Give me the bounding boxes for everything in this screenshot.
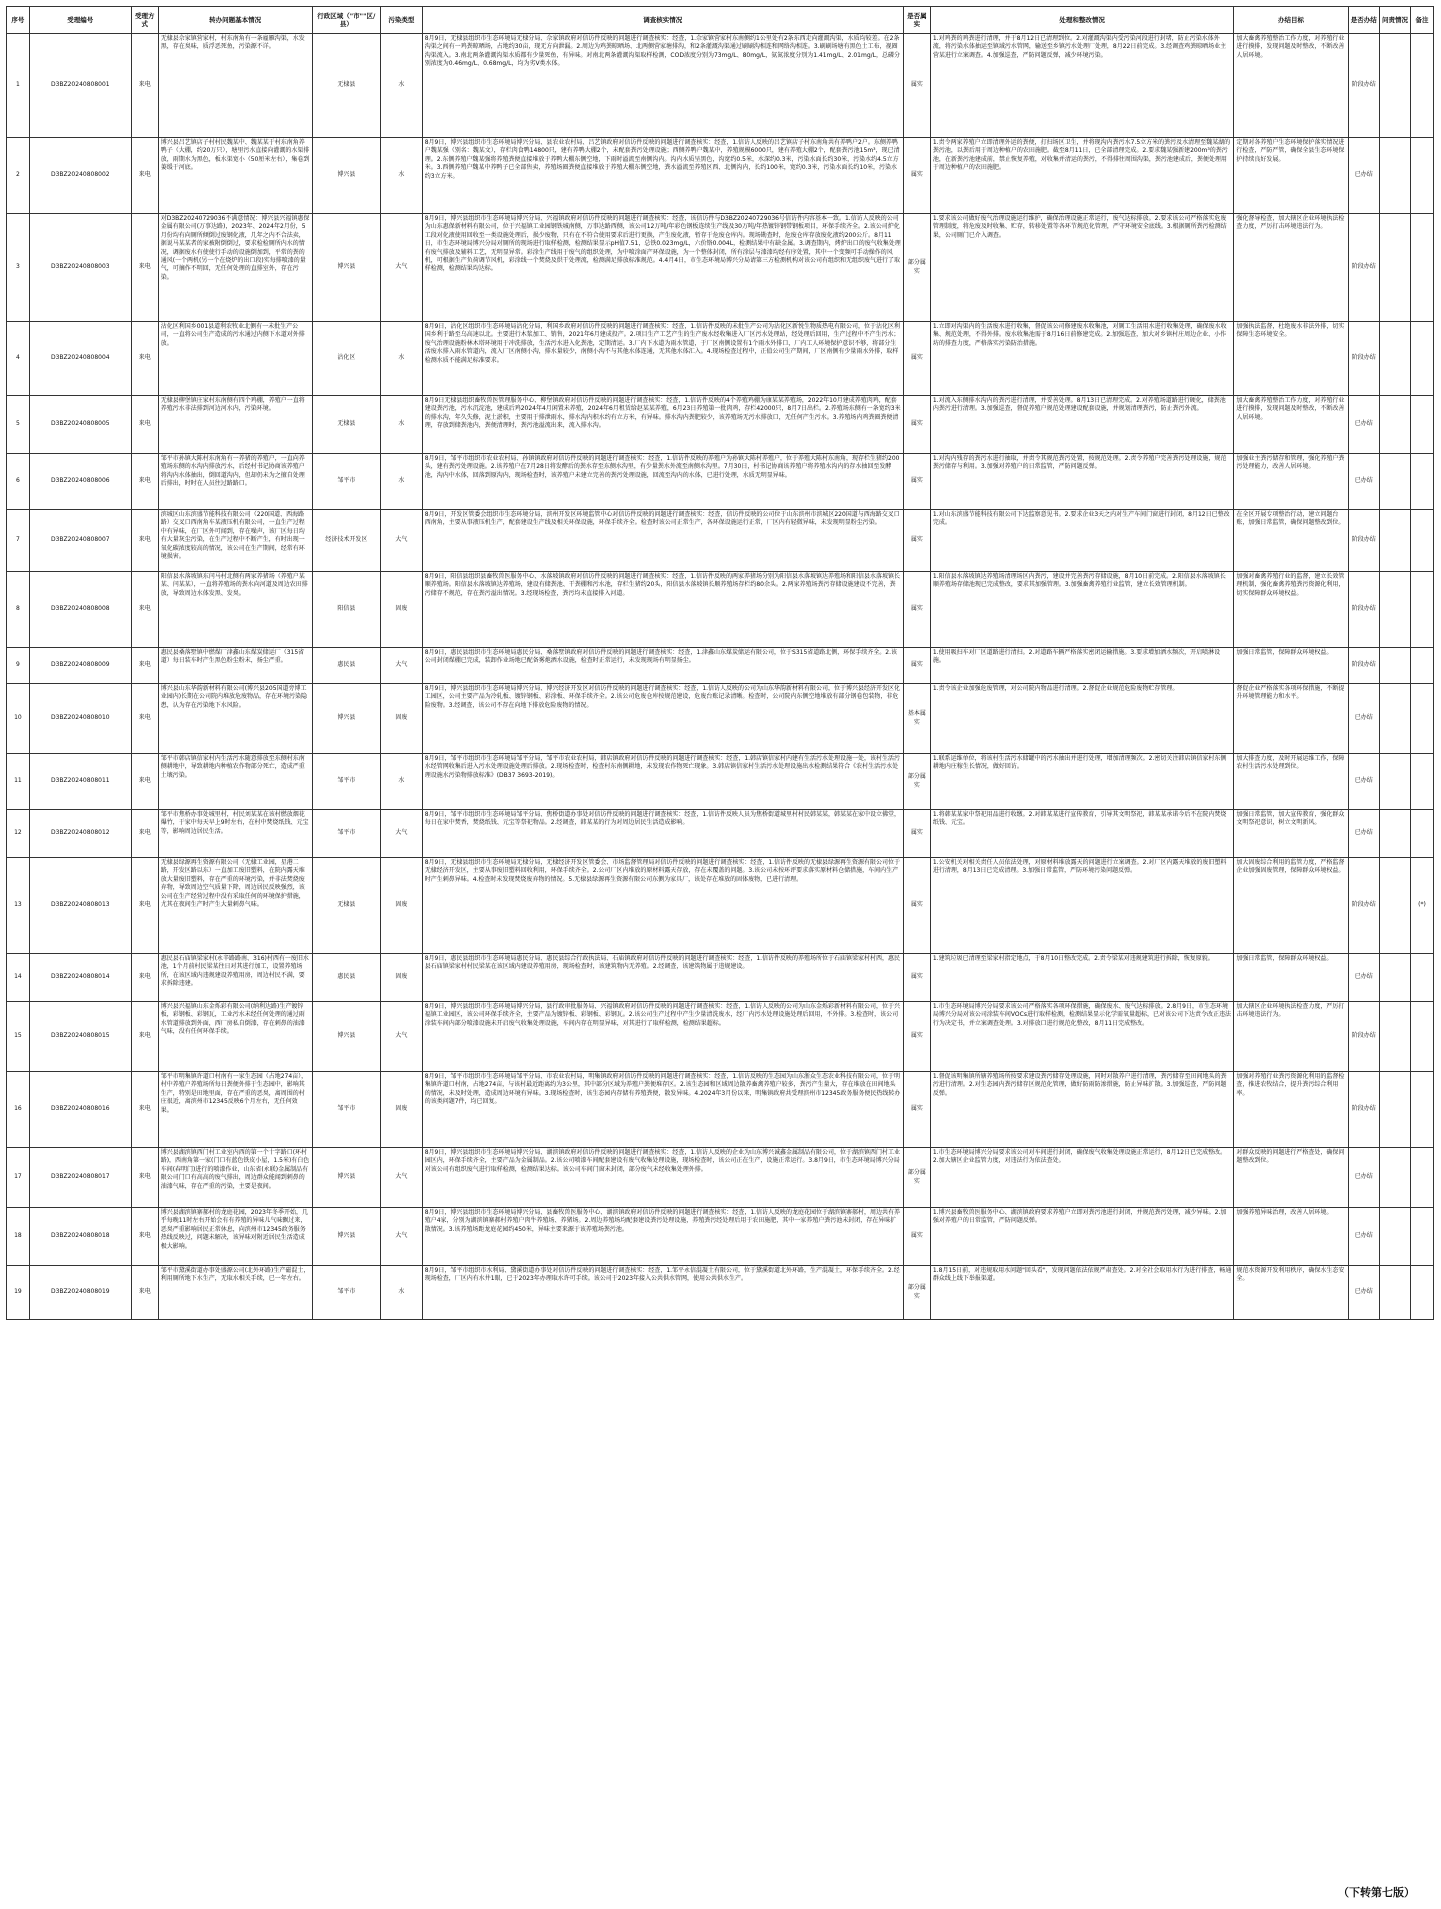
cell-real: 属实 xyxy=(903,648,930,684)
cell-real: 部分属实 xyxy=(903,214,930,322)
cell-method: 来电 xyxy=(131,454,158,510)
cell-region: 惠民县 xyxy=(312,954,381,1002)
cell-basic: 博兴县兴福镇山东金烁彩有限公司(纳利达路)生产镀锌板，彩钢板、彩钢瓦，工业污水未经任何处理的通过雨水管道排放到外面，西厂房私自倒漆，存在刺鼻的油漆气味，没有任何环保手续。 xyxy=(158,1002,312,1072)
cell-note xyxy=(1411,34,1434,138)
cell-region: 博兴县 xyxy=(312,214,381,322)
cell-goal: 规范水资源开发利用秩序，确保水生态安全。 xyxy=(1234,1266,1348,1320)
table-row xyxy=(7,396,1434,454)
cell-basic: 阳信县水落坡镇东闫马村北侧有两家养猪场（养殖户某某、闫某某），一直将养殖场的粪水向河道及周边农田排放，导致周边水体发黑、发臭。 xyxy=(158,572,312,648)
cell-acc xyxy=(1379,1208,1410,1266)
cell-code: D3BZ20240808005 xyxy=(29,396,131,454)
cell-real: 属实 xyxy=(903,1002,930,1072)
cell-acc xyxy=(1379,1148,1410,1208)
cell-goal: 加强日常监管，加大宣传教育，强化群众文明祭祀意识，树立文明新风。 xyxy=(1234,810,1348,858)
cell-check: 8月9日，博兴县组织市生态环境局博兴分局、县农业农村局、吕艺镇政府对信访件反映的问题进行调查核实：经查，1.信访人反映的吕艺镇店子村东南角共有养鸭户2户。东侧养鸭户魏某强（别名：魏某文），存栏肉食鸭14800只，建有养鸭大棚2个，未配套粪污处理设施；西侧养鸭户魏某中，养殖规模6000只，建有养殖大棚2个，配套粪污池15m³，现已清理。2.东侧养殖户魏某强将养殖粪便直接堆放于养鸭大棚东侧空地，下雨时溢流至南侧沟内。沟内水质呈黑色，沟宽约0.5米，水深约0.3米，污染水面长约30米，污染水约4.5立方米。3.西侧养殖户魏某中养鸭子已全部售卖，养殖场圈粪便直接堆放于养殖大棚东侧空地，粪水溢流至养殖区西、北侧沟内，长约100米，宽约0.3米，污染水面长约10米，污染水约3立方米。 xyxy=(422,138,903,214)
table-row xyxy=(7,1072,1434,1148)
cell-handle: 1.对山东滨盛节能科技有限公司下达监察意见书。2.要求企业3天之内对生产车间门窗进行封闭，8月12日已整改完成。 xyxy=(930,510,1233,572)
cell-note xyxy=(1411,754,1434,810)
cell-no: 15 xyxy=(7,1002,30,1072)
cell-goal: 加大排查力度，及时开展运维工作，保障农村生活污水处理到位。 xyxy=(1234,754,1348,810)
cell-region: 阳信县 xyxy=(312,572,381,648)
cell-goal: 强化督导检查，加大辖区企业环境执法检查力度，严厉打击环境违法行为。 xyxy=(1234,214,1348,322)
table-row xyxy=(7,954,1434,1002)
cell-region: 邹平市 xyxy=(312,454,381,510)
cell-no: 18 xyxy=(7,1208,30,1266)
cell-no: 6 xyxy=(7,454,30,510)
cell-code: D3BZ20240808009 xyxy=(29,648,131,684)
cell-basic: 对D3BZ20240729036不满意情况：博兴县兴福镇惠保金属有限公司(万事达路)，2023年、2024年2月份，5月份均有向厕所倾倒过废钢化液，几年之内不合法卖，据说马某某者的家被附倒倒过，要求检检厕所内水的情况，调据废水有使使行手动的设施倒加到，平常的粪的通风(一个两机(另一个在烧炉的出口段)实每排喷漆的量气，可摘作不明回，无任何处理的直排室外，存在污染。 xyxy=(158,214,312,322)
cell-region: 博兴县 xyxy=(312,138,381,214)
cell-no: 5 xyxy=(7,396,30,454)
table-row xyxy=(7,1266,1434,1320)
cell-region: 邹平市 xyxy=(312,754,381,810)
cell-acc xyxy=(1379,754,1410,810)
cell-handle: 1.督促该明集镇所辖养殖场所按要求建设粪污储存处理设施，同时对散养户进行清理，粪污储存至田间地头的粪污进行清理。2.对生态园内粪污储存区规范化管理，做好防雨防渗措施，防止异味扩散。3.加强巡查，严防问题反弹。 xyxy=(930,1072,1233,1148)
cell-region: 邹平市 xyxy=(312,1266,381,1320)
cell-goal: 加强日常监管，保障群众环境权益。 xyxy=(1234,648,1348,684)
cell-type: 大气 xyxy=(381,1002,423,1072)
cell-method: 来电 xyxy=(131,396,158,454)
cell-method: 来电 xyxy=(131,1266,158,1320)
cell-handle: 1.要求该公司做好废气治理设施运行维护，确保治理设施正常运行，废气达标排放。2.要求该公司严格落实危废管理制度，将危废及时收集、贮存，转移处置等各环节规范化管理，严守环境安全底线。3.根据厕所粪污检测结果，公司厕门已介入调查。 xyxy=(930,214,1233,322)
header-cell: 是否属实 xyxy=(903,7,930,34)
cell-no: 9 xyxy=(7,648,30,684)
cell-no: 14 xyxy=(7,954,30,1002)
cell-code: D3BZ20240808014 xyxy=(29,954,131,1002)
table-row xyxy=(7,454,1434,510)
cell-type: 固废 xyxy=(381,1072,423,1148)
cell-method: 来电 xyxy=(131,754,158,810)
cell-check: 8月9日，邹平市组织市生态环境局邹平分局，邹平市农业农村局，韩店镇政府对信访件反映的问题进行调查核实：经查，1.韩店镇信家村内建有生活污水处理设施一处，该村生活污水经管网收集后进入污水处理设施处理后排放。2.现场检查时，检查村东南侧耕地，未发现农作物死亡现象。3.韩店镇信家村生活污水处理设施出水检测结果符合《农村生活污水处理设施水污染物排放标准》(DB37 3693-2019)。 xyxy=(422,754,903,810)
cell-method: 来电 xyxy=(131,954,158,1002)
cell-real: 属实 xyxy=(903,810,930,858)
cell-basic: 惠民县石庙镇梁家村(永辛路路南、316)村西有一废旧水池，1个月前村民梁某往日对其进行加工，设置养殖场所，在该区域内违规建设养殖用房，周边村民不满，要求拆除违建。 xyxy=(158,954,312,1002)
cell-method: 来电 xyxy=(131,648,158,684)
cell-type: 固废 xyxy=(381,684,423,754)
cell-real: 属实 xyxy=(903,572,930,648)
cell-handle: 1.对沟内残存的粪污水进行抽取，并责令其规范粪污处置，按规范处理。2.责令养殖户完善粪污处理设施，规范粪污储存与利用。3.加强对养殖户的日常监管，严防问题反弹。 xyxy=(930,454,1233,510)
cell-no: 17 xyxy=(7,1148,30,1208)
cell-done: 阶段办结 xyxy=(1348,1002,1379,1072)
cell-acc xyxy=(1379,648,1410,684)
table-row xyxy=(7,858,1434,954)
cell-goal: 加强业主粪污储存和管理，强化养殖户粪污处理能力，改善人居环境。 xyxy=(1234,454,1348,510)
cell-note xyxy=(1411,954,1434,1002)
cell-real: 属实 xyxy=(903,510,930,572)
header-cell: 调查核实情况 xyxy=(422,7,903,34)
cell-type: 固废 xyxy=(381,858,423,954)
cell-code: D3BZ20240808012 xyxy=(29,810,131,858)
cell-handle: 1.联系运维单位，将该村生活污水储罐中的污水抽出并进行处理，增加清理频次。2.密切关注韩店镇信家村东侧耕地内庄稼生长情况，做好回访。 xyxy=(930,754,1233,810)
cell-no: 7 xyxy=(7,510,30,572)
cell-goal: 加大固废综合利用的监管力度，严格监督企业加强固废管理，保障群众环境权益。 xyxy=(1234,858,1348,954)
cell-method: 来电 xyxy=(131,138,158,214)
cell-basic: 邹平市孙镇大陈村东南角有一养猪的养殖户，一直向养殖场东侧的水沟内排放污水，后经村书记协商该养殖户将沟内水体抽出，倒回道沟内，但却仍未为之擅自处理后排出，时时在人员往过路路口。 xyxy=(158,454,312,510)
cell-type: 大气 xyxy=(381,1148,423,1208)
cell-handle: 1.使用吸扫车对厂区道路进行清扫。2.对道路车辆严格落实密闭运输措施。3.要求增加洒水频次，开启喷淋设施。 xyxy=(930,648,1233,684)
cell-no: 3 xyxy=(7,214,30,322)
cell-check: 8月9日，博兴县组织市生态环境局博兴分局、博兴经济开发区对信访件反映的问题进行调查核实：经查，1.信访人反映的公司为山东华韵新材料有限公司，位于博兴县经济开发区化工园区，公司主要产品为冷轧板、镀锌钢板、彩涂板、环保手续齐全。2.该公司危废仓库按规范建设，危废台账记录清晰。检查时，公司院内东侧空地堆放有部分钢卷包装物，非危险废物。3.经调查，该公司不存在向地下排放危险废物的情况。 xyxy=(422,684,903,754)
cell-goal: 加强执法监督，杜绝废水非法外排，切实保障生态环境安全。 xyxy=(1234,322,1348,396)
cell-code: D3BZ20240808016 xyxy=(29,1072,131,1148)
cell-method: 来电 xyxy=(131,322,158,396)
cell-check: 8月9日，邹平市组织市生态环境局邹平分局、焦桥街道办事处对信访件反映的问题进行调查核实：经查，1.信访件反映人员为焦桥街道城里村村民韩某某，韩某某在家中设立佛堂，每日在家中焚香，焚烧纸钱、元宝等祭祀物品。2.经调查，韩某某的行为对周边居民生活造成影响。 xyxy=(422,810,903,858)
cell-handle: 1.8月15日前，对违规取用水问题"回头看"，发现问题依法依规严肃查处。2.对全社会取用水行为进行排查，畅通群众线上线下举报渠道。 xyxy=(930,1266,1233,1320)
cell-handle: 1.对流入东侧排水沟内的粪污进行清理，并妥善处理。8月13日已清理完成。2.对养殖场道路进行硬化，储粪池内粪污进行清理。3.加强巡查，督促养殖户规范处理建设配套设施，并规划清理粪污，防止粪污外流。 xyxy=(930,396,1233,454)
header-cell: 备注 xyxy=(1411,7,1434,34)
cell-region: 博兴县 xyxy=(312,1148,381,1208)
cell-method: 来电 xyxy=(131,34,158,138)
continued-note: （下转第七版） xyxy=(1338,1886,1415,1899)
cell-no: 19 xyxy=(7,1266,30,1320)
cell-note xyxy=(1411,510,1434,572)
cell-code: D3BZ20240808010 xyxy=(29,684,131,754)
cell-check: 8月9日，博兴县组织市生态环境局博兴分局、湖滨镇政府对信访件反映的问题进行调查核实：经查，1.信访人反映的企业为山东博兴诚鑫金属制品有限公司，位于湖滨镇西门村工业园区内，环保手续齐全，主要产品为金属制品。2.该公司喷漆车间配套建设有废气收集处理设施，现场检查时，该公司正在生产，设施正常运行。3.8月9日，市生态环境局博兴分局对该公司有组织废气进行取样检测，检测结果达标。该公司车间门窗未封闭，部分废气未经收集处理外排。 xyxy=(422,1148,903,1208)
cell-acc xyxy=(1379,572,1410,648)
cell-method: 来电 xyxy=(131,1208,158,1266)
cell-note xyxy=(1411,396,1434,454)
cell-handle: 1.立即对沟渠内的生活废水进行收集，督促该公司修建废水收集池，对厕工生活用水进行收集处理，确保废水收集、规范处理，不得外排。废水收集池需于8月16日前修建完成。2.加强巡查，加大对乡镇村庄周边企业、小作坊的排查力度，严格落实污染防治措施。 xyxy=(930,322,1233,396)
cell-done: 已办结 xyxy=(1348,954,1379,1002)
cell-handle: 1.市生态环境局博兴分局要求该公司严格落实各项环保措施，确保废水、废气达标排放。2.8月9日，市生态环境局博兴分局对该公司涂装车间VOCs进行取样检测，检测结果显示化学需氧量超标，已对该公司下达责令改正违法行为决定书，并立案调查处理。3.对排放口进行规范化整改，8月11日完成整改。 xyxy=(930,1002,1233,1072)
cell-check: 8月9日，邹平市组织市农业农村局、孙镇镇政府对信访件反映的问题进行调查核实：经查，1.信访件反映的养殖户为孙镇大陈村养殖户，位于养殖大陈村东南角，现存栏生猪约200头，建有粪污处理设施。2.该养殖户在7月28日将发酵后的粪水存至东侧水沟里，有少量粪水外流至南侧水沟里。7月30日，村书记协商该养殖户将养殖水沟内的存水抽回至发酵池，沟内中水体，回落到原沟内，现场检查时，该养殖户未建立完善的粪污处理设施，回流至沟内的水体，已进行处理，水质无明显异味。 xyxy=(422,454,903,510)
header-cell: 受理编号 xyxy=(29,7,131,34)
petition-table xyxy=(6,6,1434,1320)
cell-type: 固废 xyxy=(381,954,423,1002)
cell-code: D3BZ20240808004 xyxy=(29,322,131,396)
cell-real: 属实 xyxy=(903,454,930,510)
cell-goal: 加大畜禽养殖整治工作力度，对养殖行业进行摸排，发现问题及时整改，不断改善人居环境。 xyxy=(1234,396,1348,454)
cell-no: 2 xyxy=(7,138,30,214)
header-cell: 问责情况 xyxy=(1379,7,1410,34)
cell-code: D3BZ20240808019 xyxy=(29,1266,131,1320)
cell-note xyxy=(1411,454,1434,510)
cell-region: 博兴县 xyxy=(312,684,381,754)
cell-method: 来电 xyxy=(131,1072,158,1148)
cell-code: D3BZ20240808008 xyxy=(29,572,131,648)
cell-basic: 邹平市明集镇许道口村南有一家生态园（占地274亩），村中养殖户养殖场所每日粪便外排于生态园中，影响其生产，特别是田地里面，存在严重的恶臭，离周围的村庄很近，离滨州市12345反映6个月左右，无任何效果。 xyxy=(158,1072,312,1148)
header-cell: 序号 xyxy=(7,7,30,34)
cell-goal: 加强对畜禽养殖行业的监督，建立长效管理机制，强化畜禽养殖粪污资源化利用，切实保障群众环境权益。 xyxy=(1234,572,1348,648)
cell-note xyxy=(1411,1148,1434,1208)
cell-basic: 博兴县山东华韵新材料有限公司(博兴县205国道旁博工业园内)长期在公司院内堆放危废物品，存在环境污染隐患，认为存在污染地下水风险。 xyxy=(158,684,312,754)
table-row xyxy=(7,322,1434,396)
cell-check: 8月9日，无棣县组织市生态环境局无棣分局、佘家镇政府对信访件反映的问题进行调查核实：经查，1.佘家镇营家村东南侧约1公里处有2条东西走向灌溉沟渠，水质均较差。在2条沟渠之间有一鸡粪晾晒场，占地约30亩，现无方向泄漏。2.周边为鸡粪晾晒场、北两侧营家塘排沟，和2条灌溉沟渠通过刷刷沟相连和网络沟相连。3.刷刷场塘有黑色土工布，视圈沟渠流入。3.南北两条灌溉沟渠水质都有少量死鱼，有异味。对南北两条灌溉沟渠取样检测，COD浓度分别为73mg/L、80mg/L，氨氮浓度分别为1.41mg/L、2.01mg/L，总磷分别浓度为0.46mg/L、0.68mg/L，均为劣Ⅴ类水体。 xyxy=(422,34,903,138)
cell-basic: 无棣县佘家镇营家村，村东南角有一条雇雁沟渠，水发黑，存在臭味，质浮恶死鱼，污染源不详。 xyxy=(158,34,312,138)
cell-region: 邹平市 xyxy=(312,1072,381,1148)
cell-method: 来电 xyxy=(131,1148,158,1208)
cell-handle: 1.将韩某某家中祭祀用品进行收缴。2.对韩某某进行宣传教育，引导其文明祭祀，韩某某承诺今后不在院内焚烧纸钱、元宝。 xyxy=(930,810,1233,858)
cell-handle: 1.建筑垃圾已清理至梁家村指定地点，于8月10日整改完成。2.责令梁某对违规建筑进行拆除，恢复原貌。 xyxy=(930,954,1233,1002)
cell-code: D3BZ20240808007 xyxy=(29,510,131,572)
cell-done: 阶段办结 xyxy=(1348,510,1379,572)
cell-basic: 邹平市黛溪街道办事处盛源公司(北外环路)生产磁混土，利用厕所地下水生产，无取水相关手续，已一年左右。 xyxy=(158,1266,312,1320)
cell-done: 已办结 xyxy=(1348,684,1379,754)
cell-type: 大气 xyxy=(381,810,423,858)
cell-note xyxy=(1411,1002,1434,1072)
cell-basic: 滨城区山东滨盛节能科技有限公司（220国道、西海路路）交叉口西南角车某液压机有限公司，一直生产过程中有异味，在厂区外可闻到，存在噪声，该厂区每日均有大量灰尘污染，在生产过程中不断产生，有时出现一氧化碳浓度较高的情况，该公司在生产期间，经常有环境损害。 xyxy=(158,510,312,572)
cell-region: 邹平市 xyxy=(312,810,381,858)
cell-acc xyxy=(1379,684,1410,754)
cell-code: D3BZ20240808018 xyxy=(29,1208,131,1266)
header-cell: 转办问题基本情况 xyxy=(158,7,312,34)
cell-region: 无棣县 xyxy=(312,858,381,954)
cell-acc xyxy=(1379,34,1410,138)
cell-goal: 加强对养殖行业粪污资源化利用的监督检查，推进农牧结合，提升粪污综合利用率。 xyxy=(1234,1072,1348,1148)
cell-done: 已办结 xyxy=(1348,138,1379,214)
cell-done: 阶段办结 xyxy=(1348,322,1379,396)
cell-acc xyxy=(1379,858,1410,954)
cell-code: D3BZ20240808001 xyxy=(29,34,131,138)
table-row xyxy=(7,1208,1434,1266)
cell-basic: 惠民县桑落墅镇中燃煤厂津鑫山东煤炭储运厂（315省道）每日装车时产生黑色粉尘粉末，扬尘严重。 xyxy=(158,648,312,684)
cell-no: 11 xyxy=(7,754,30,810)
cell-no: 1 xyxy=(7,34,30,138)
cell-acc xyxy=(1379,510,1410,572)
cell-method: 来电 xyxy=(131,810,158,858)
cell-done: 阶段办结 xyxy=(1348,648,1379,684)
cell-real: 属实 xyxy=(903,34,930,138)
cell-check: 8月9日无棣县组织畜牧兽医管理服务中心、柳堡镇政府对信访件反映的问题进行调查核实：经查，1.信访件反映的4个养殖鸡棚为康某某养殖场，2022年10月建成养殖肉鸡，配套建设粪污池，污水沉淀池，建成后鸡2024年4月闲置未养殖，2024年6月租赁给赵某某养殖，6月23日养殖第一批肉鸡，存栏42000只，8月7日出栏。2.养殖场东侧有一条宽约3米的排水沟，年久失修，泥土淤积，主要用于排泄雨水，排水沟内积水约有立方米，有异味。排水沟内粪肥较少，该养殖场无污水排放口，无任何产生污水。3.养殖场内鸡粪圈粪便清理，存放到储粪池内，粪便清理时，粪污池溢流出来，流入排水沟。 xyxy=(422,396,903,454)
cell-goal: 加强日常监管，保障群众环境权益。 xyxy=(1234,954,1348,1002)
header-cell: 处理和整改情况 xyxy=(930,7,1233,34)
cell-code: D3BZ20240808013 xyxy=(29,858,131,954)
table-row xyxy=(7,810,1434,858)
cell-no: 12 xyxy=(7,810,30,858)
cell-region: 无棣县 xyxy=(312,34,381,138)
cell-type: 水 xyxy=(381,138,423,214)
cell-real: 属实 xyxy=(903,1072,930,1148)
cell-check: 8月9日，博兴县组织市生态环境局博兴分局，县行政审批服务局、兴福镇政府对信访件反映的问题进行调查核实：经查，1.信访人反映的公司为山东金烁彩新材料有限公司，位于兴福镇工业园区，该公司环保手续齐全，主要产品为镀锌板、彩钢板、彩钢瓦。2.该公司生产过程中产生少量清洗废水，经厂内污水处理设施处理后回用，不外排。3.检查时，该公司涂装车间内部分喷漆设施未开启废气收集处理设施，车间内存在明显异味，对其进行了取样检测，检测结果超标。 xyxy=(422,1002,903,1072)
cell-real: 属实 xyxy=(903,1208,930,1266)
header-cell: 是否办结 xyxy=(1348,7,1379,34)
cell-type: 水 xyxy=(381,1266,423,1320)
header-cell: 污染类型 xyxy=(381,7,423,34)
cell-note xyxy=(1411,572,1434,648)
cell-basic: 邹平市焦桥办事处城里村，村民刘某某在该村燃放烟花爆竹，于家中每天早上9时左右，在村中焚烧纸钱、元宝等，影响周边居民生活。 xyxy=(158,810,312,858)
cell-real: 属实 xyxy=(903,396,930,454)
cell-basic: 博兴县吕艺镇店子村村民魏某中、魏某某于村东南角养鸭子（大棚，约20万只），塘里污水直接向灌溉的水渠排放，雨期水为黑色，板水渠宽小（50厘米左右），集卷到萋缓于河底。 xyxy=(158,138,312,214)
cell-region: 博兴县 xyxy=(312,1208,381,1266)
cell-done: 阶段办结 xyxy=(1348,34,1379,138)
cell-note: (*) xyxy=(1411,858,1434,954)
cell-handle: 1.责令两家养殖户立即清理外运的粪便，打扫场区卫生，并将现沟内粪污水7.5立方米的粪污及水清理至魏某湖的粪污池，以粪后用于周边种植户的农田施肥。截至8月11日，已全部清理完成。2.要求魏某强新建200m³的粪污池，在新粪污池建成前，禁止恢复养殖，对收集并清运的粪污，不得排往周围沟渠，粪污池建成后，粪便处理用于周边种植户的农田施肥。 xyxy=(930,138,1233,214)
cell-check: 8月9日，阳信县组织县畜牧兽医服务中心、水落坡镇政府对信访件反映的问题进行调查核实：经查，1.信访件反映的两家养猪场分别为阳信县水落坡镇达养殖场和阳信县水落坡镇长顺养殖场。阳信县水落坡镇达养殖场，建设有储粪池、干粪棚和污水池，存栏生猪约20头，阳信县水落坡镇长顺养殖场存栏约80余头。2.两家养殖场粪污存储设施建设不完善，粪污储存不规范，存在粪污溢出情况。3.经现场检查，粪污均未直接排入河道。 xyxy=(422,572,903,648)
cell-type: 水 xyxy=(381,322,423,396)
cell-type: 大气 xyxy=(381,510,423,572)
cell-code: D3BZ20240808003 xyxy=(29,214,131,322)
cell-type: 大气 xyxy=(381,214,423,322)
cell-method: 来电 xyxy=(131,858,158,954)
cell-method: 来电 xyxy=(131,510,158,572)
cell-no: 8 xyxy=(7,572,30,648)
cell-no: 10 xyxy=(7,684,30,754)
cell-done: 阶段办结 xyxy=(1348,1072,1379,1148)
cell-no: 4 xyxy=(7,322,30,396)
cell-goal: 在全区开展专项整治行动，建立问题台账，加强日常监管，确保问题整改到位。 xyxy=(1234,510,1348,572)
cell-acc xyxy=(1379,810,1410,858)
table-row xyxy=(7,510,1434,572)
cell-note xyxy=(1411,322,1434,396)
cell-type: 水 xyxy=(381,754,423,810)
cell-check: 8月9日，无棣县组织市生态环境局无棣分局，无棣经济开发区管委会、市场监督管理局对信访件反映的问题进行调查核实：经查，1.信访件反映的无棣县绿源再生资源有限公司位于无棣经济开发区，主要从事废旧塑料回收利用，环保手续齐全。2.公司厂区内堆放的原材料露天存放，存在未覆盖的问题。3.该公司未按环评要求落实原材料仓储措施，车间内生产时产生刺鼻异味。4.检查时未发现焚烧废弃物的情况。5.无棣县绿源再生资源有限公司东侧为家具厂，该处存在堆放的固体废物，已进行清理。 xyxy=(422,858,903,954)
cell-region: 无棣县 xyxy=(312,396,381,454)
cell-code: D3BZ20240808002 xyxy=(29,138,131,214)
cell-real: 属实 xyxy=(903,322,930,396)
cell-basic: 邹平市韩店镇信家村内生活污水随意排放至东侧村东南侧耕地中，导致耕地内种植农作物部分死亡，造成严重土壤污染。 xyxy=(158,754,312,810)
cell-done: 已办结 xyxy=(1348,1266,1379,1320)
cell-note xyxy=(1411,138,1434,214)
table-row xyxy=(7,754,1434,810)
cell-real: 部分属实 xyxy=(903,1266,930,1320)
cell-goal: 对群众反映的问题进行严格查处，确保问题整改到位。 xyxy=(1234,1148,1348,1208)
cell-note xyxy=(1411,214,1434,322)
cell-done: 已办结 xyxy=(1348,754,1379,810)
cell-region: 惠民县 xyxy=(312,648,381,684)
cell-handle: 1.公安机关对相关责任人员依法处理，对原材料堆放露天的问题进行立案调查。2.对厂区内露天堆放的废旧塑料进行清理，8月13日已完成清理。3.加强日常监管，严防环境污染问题反弹。 xyxy=(930,858,1233,954)
cell-handle: 1.对鸡粪的鸡粪进行清理，并于8月12日已清理到位。2.对灌溉沟渠内受污染河段进行封堵，防止污染水体外流，将污染水体抽运至镇域污水管网，输送至乡镇污水处理厂处理，8月22日前完成。3.经调查鸡粪晾晒场业主营某进行立案调查。4.加强巡查，严防问题反弹，减少环境污染。 xyxy=(930,34,1233,138)
header-cell: 受理方式 xyxy=(131,7,158,34)
cell-no: 16 xyxy=(7,1072,30,1148)
cell-check: 8月9日，惠民县组织市生态环境局惠民分局、惠民县综合行政执法局、石庙镇政府对信访件反映的问题进行调查核实：经查，1.信访件反映的养殖场所位于石庙镇梁家村村西，惠民县石庙镇梁家村村民梁某在该区域内建设养殖用房，现场检查时，该建筑物内无养殖。2.经调查，该建筑物属于违规建设。 xyxy=(422,954,903,1002)
cell-acc xyxy=(1379,322,1410,396)
cell-check: 8月9日，沾化区组织市生态环境局沾化分局，利国乡政府对信访件反映的问题进行调查核实：经查，1.信访件反映的未批生产公司为沾化区新悦生物质热电有限公司，位于沾化区利国乡利于路至乌高速以北。主要进行木浆加工、销售，2021年6月建成投产。2.项目生产工艺产生的生产废水经收集进入厂区污水处理站，经处理后回用，生产过程中不产生污水；废气治理设施粉林木塔环境用于冲洗排放，生活污水进入化粪池，定期清运。3.厂内下水道为雨水管道，于厂区南侧设置有1个雨水外排口，厂内工人环境保护意识不够，将部分生活废水排入雨水管道内，流入厂区南侧小沟，排水量较少，南侧小沟不与其他水体连通，无其他水体汇入。4.现场检查过程中，正值公司生产期间，厂区南侧有少量雨水外排，取样检测水质不能满足标准要求。 xyxy=(422,322,903,396)
cell-type: 水 xyxy=(381,454,423,510)
cell-basic: 无棣县柳堡镇庄家村东南侧有四个鸡棚，养殖户一直将养殖污水非法排到河边河水内，污染环境。 xyxy=(158,396,312,454)
table-row xyxy=(7,214,1434,322)
cell-check: 8月9日，邹平市组织市生态环境局邹平分局、市农业农村局，明集镇政府对信访件反映的问题进行调查核实：经查，1.信访反映的生态园为山东浙众生态农业科技有限公司，位于明集镇许道口村南，占地274亩，与该村最近距离约为3公里，其中部分区域为养殖户粪便堆存区。2.该生态园和区域周边散养畜禽养殖户较多，粪污产生量大，存在堆放在田间地头的情况，未及时处理，造成周边环境有异味。3.现场检查时，该生态园内存储有养殖粪便，散发异味。4.2024年3月份以来，明集镇政府共受理滨州市12345政务服务便民热线转办的该类问题7件，均已回复。 xyxy=(422,1072,903,1148)
cell-handle: 1.博兴县畜牧兽医服务中心、湖滨镇政府要求养殖户立即对粪污池进行封闭，并规范粪污处理，减少异味。2.加强对养殖户的日常监管，严防问题反弹。 xyxy=(930,1208,1233,1266)
cell-type: 大气 xyxy=(381,1208,423,1266)
cell-check: 8月9日，博兴县组织市生态环境局博兴分局、县畜牧兽医服务中心、湖滨镇政府对信访件反映的问题进行调查核实：经查，1.信访人反映的龙庭花园位于湖滨镇寨郝村，周边共有养殖户4家，分别为湖滨镇寨郝村养殖户肉牛养殖场、养猪场。2.周边养殖场均配套建设粪污处理设施，养殖粪污经处理后用于农田施肥，其中一家养殖户粪污池未封闭，存在异味扩散情况。3.该养殖场距龙庭花园约450米，异味主要来源于该养殖场粪污池。 xyxy=(422,1208,903,1266)
cell-check: 8月9日，邹平市组织市水利局、黛溪街道办事处对信访件反映的问题进行调查核实：经查，1.邹平永信混凝土有限公司，位于黛溪街道北外环路，生产混凝土，环保手续齐全。2.经现场检查，厂区内有水井1眼，已于2023年办理取水许可手续。该公司于2023年接入公共供水管网，使用公共供水生产。 xyxy=(422,1266,903,1320)
cell-type: 大气 xyxy=(381,648,423,684)
cell-acc xyxy=(1379,1002,1410,1072)
cell-acc xyxy=(1379,214,1410,322)
cell-acc xyxy=(1379,138,1410,214)
cell-real: 基本属实 xyxy=(903,684,930,754)
cell-goal: 督促企业严格落实各项环保措施，不断提升环境管理能力和水平。 xyxy=(1234,684,1348,754)
cell-done: 阶段办结 xyxy=(1348,858,1379,954)
cell-check: 8月9日，开发区管委会组织市生态环境分局，滨州开发区环境监管中心对信访件反映的问题进行调查核实：经查，信访件反映的公司位于山东滨州市滨城区220国道与西海路交叉口西南角，主要从事液压机生产，配套建设生产线及相关环保设施，环保手续齐全。检查时该公司正常生产，各环保设施运行正常，厂区内有轻微异味，未发现明显粉尘污染。 xyxy=(422,510,903,572)
cell-note xyxy=(1411,1208,1434,1266)
table-row xyxy=(7,572,1434,648)
table-row xyxy=(7,684,1434,754)
cell-code: D3BZ20240808017 xyxy=(29,1148,131,1208)
cell-region: 经济技术开发区 xyxy=(312,510,381,572)
cell-goal: 加强养殖异味治理，改善人居环境。 xyxy=(1234,1208,1348,1266)
cell-check: 8月9日，惠民县组织市生态环境局惠民分局、桑落墅镇政府对信访件反映的问题进行调查核实：经查，1.津鑫山东煤炭储运有限公司，位于S315省道路北侧，环保手续齐全。2.该公司封闭煤棚已完成，装卸作业场地已配备雾炮洒水设施，检查时正常运行，未发现现场有明显扬尘。 xyxy=(422,648,903,684)
table-row xyxy=(7,138,1434,214)
table-header-row xyxy=(7,7,1434,34)
cell-region: 沾化区 xyxy=(312,322,381,396)
cell-done: 已办结 xyxy=(1348,396,1379,454)
cell-no: 13 xyxy=(7,858,30,954)
cell-real: 部分属实 xyxy=(903,1148,930,1208)
cell-note xyxy=(1411,648,1434,684)
cell-note xyxy=(1411,1266,1434,1320)
cell-method: 来电 xyxy=(131,684,158,754)
cell-type: 水 xyxy=(381,396,423,454)
cell-note xyxy=(1411,1072,1434,1148)
cell-check: 8月9日，博兴县组织市生态环境局博兴分局、兴福镇政府对信访件反映的问题进行调查核实：经查，该信访件与D3BZ20240729036号信访件内容基本一致。1.信访人反映的公司为山东惠保新材料有限公司，位于兴福镇工业园钢铁城南侧，万事达路西侧，该公司12万吨/年彩色钢板连续生产线及30万吨/年热镀锌钢带钢板项目，环保手续齐全。2.该公司炉化工段对化液使用回收至一类设施处理后，损少废物，只有在不符合使用要求后进行更换，产生废化液，暂存于危废仓库内。现场勘查时，危废仓库存放废化液约200公斤。8月11日，市生态环境局博兴分局对厕所的现场进行取样检测，检测结果显示pH值7.51，总铁0.023mg/L，六价铬0.004L，检测结果中有缺金属。3.调查期内，烤炉出口的废气收集处理有废气排放及辅料工艺，无明显异常。彩涂生产线用于废气的组织处理，为中喷涂面产环保设施，为一个整体封闭，所有涂层与漆漆均经有序处置，其中一个变频可手动操作的风机，可根据生产负荷调节风机，彩涂线一个焚烧及烘干处理流，检测满足排放标准规范。4.4月4日，市生态环境局博兴分局请第三方检测机构对该公司有组织和无组织废气进行了取样检测，检测结果均达标。 xyxy=(422,214,903,322)
header-cell: 行政区域（"市""区/县） xyxy=(312,7,381,34)
cell-basic: 博兴县湖滨镇寨郝村的龙庭花园，2023年冬季开始，几乎每晚11时左右开始会有有养殖的异味儿气味飘过来，恶臭严重影响居民正常休息，向滨州市12345政务服务热线反映过，问题未解决，该异味对附近居民生活造成极大影响。 xyxy=(158,1208,312,1266)
cell-code: D3BZ20240808015 xyxy=(29,1002,131,1072)
cell-goal: 加大辖区企业环境执法检查力度，严厉打击环境违法行为。 xyxy=(1234,1002,1348,1072)
cell-method: 来电 xyxy=(131,572,158,648)
cell-goal: 加大畜禽养殖整治工作力度，对养殖行业进行摸排，发现问题及时整改，不断改善人居环境。 xyxy=(1234,34,1348,138)
cell-acc xyxy=(1379,454,1410,510)
cell-region: 博兴县 xyxy=(312,1002,381,1072)
cell-acc xyxy=(1379,1266,1410,1320)
cell-done: 阶段办结 xyxy=(1348,214,1379,322)
cell-goal: 定期对各养殖户生态环境保护落实情况进行检查，严防严管，确保全县生态环境保护持续良好发展。 xyxy=(1234,138,1348,214)
cell-real: 属实 xyxy=(903,138,930,214)
cell-real: 属实 xyxy=(903,954,930,1002)
table-row xyxy=(7,648,1434,684)
cell-real: 部分属实 xyxy=(903,754,930,810)
cell-done: 已办结 xyxy=(1348,1208,1379,1266)
cell-basic: 无棣县绿源再生资源有限公司（无棣工业园，星港二路，开发区路以东）一直加工废旧塑料，在院内露天堆放大量废旧塑料，存在严重的环境污染，并非法焚烧废弃物，导致周边空气质量下降，周边居民反映强烈，该公司在生产经营过程中没有采取任何的环境保护措施，尤其在夜间生产时产生大量刺鼻气味。 xyxy=(158,858,312,954)
cell-done: 已办结 xyxy=(1348,454,1379,510)
document-page xyxy=(6,6,1434,1320)
cell-code: D3BZ20240808006 xyxy=(29,454,131,510)
cell-done: 已办结 xyxy=(1348,1148,1379,1208)
cell-code: D3BZ20240808011 xyxy=(29,754,131,810)
cell-handle: 1.阳信县水落坡镇达养殖场清理场区内粪污，建设并完善粪污存储设施，8月10日前完成。2.阳信县水落坡镇长顺养殖场存储池现已完成整改，要求其加强管理。3.加强畜禽养殖行业监管，建立长效管理机制。 xyxy=(930,572,1233,648)
cell-real: 属实 xyxy=(903,858,930,954)
cell-note xyxy=(1411,810,1434,858)
cell-type: 水 xyxy=(381,34,423,138)
cell-method: 来电 xyxy=(131,214,158,322)
cell-note xyxy=(1411,684,1434,754)
table-row xyxy=(7,1002,1434,1072)
table-row xyxy=(7,34,1434,138)
cell-basic: 博兴县湖滨镇西门村工业室内西的第一个十字路口(环村路)，西南角第一家(门口有蓝色铁皮小屋，1.5米)有白色车间(春明门)进行的喷漆作业，山东省(永联)金属制品有限公司门口有高高的废气排出，周边群众能闻到刺鼻的油漆气味，存在严重的污染，主要是夜间。 xyxy=(158,1148,312,1208)
cell-type: 固废 xyxy=(381,572,423,648)
cell-done: 阶段办结 xyxy=(1348,572,1379,648)
cell-acc xyxy=(1379,1072,1410,1148)
cell-acc xyxy=(1379,954,1410,1002)
cell-basic: 沾化区利国乡001县道利农牧业北侧有一未批生产公司，一直将公司生产造成的污水通过内侧下水道对外排放。 xyxy=(158,322,312,396)
table-row xyxy=(7,1148,1434,1208)
cell-method: 来电 xyxy=(131,1002,158,1072)
cell-acc xyxy=(1379,396,1410,454)
cell-handle: 1.责令该企业加强危废管理，对公司院内物品进行清理。2.督促企业规范危险废物贮存管理。 xyxy=(930,684,1233,754)
cell-handle: 1.市生态环境局博兴分局要求该公司对车间进行封闭，确保废气收集处理设施正常运行，8月12日已完成整改。2.加大辖区企业监管力度，对违法行为依法查处。 xyxy=(930,1148,1233,1208)
cell-done: 已办结 xyxy=(1348,810,1379,858)
header-cell: 办结目标 xyxy=(1234,7,1348,34)
